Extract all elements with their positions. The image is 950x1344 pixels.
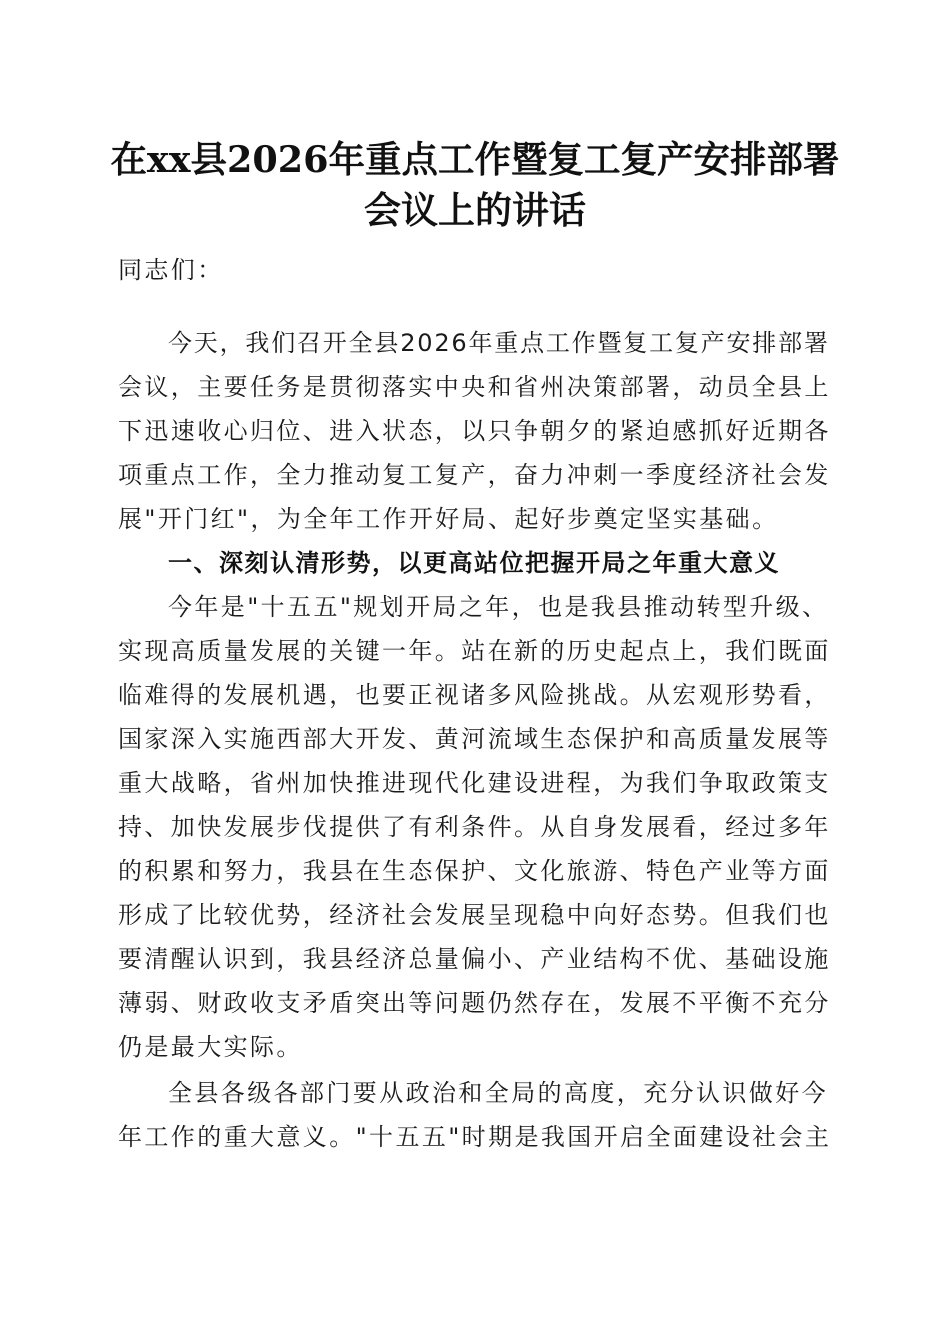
paragraph-1-line: 展"开门红"，为全年工作开好局、起好步奠定坚实基础。 — [118, 505, 779, 533]
paragraph-2-line: 国家深入实施西部大开发、黄河流域生态保护和高质量发展等 — [118, 725, 831, 753]
paragraph-2-line: 仍是最大实际。 — [118, 1033, 303, 1061]
paragraph-2-line: 重大战略，省州加快推进现代化建设进程，为我们争取政策支 — [118, 769, 831, 797]
paragraph-2-line: 实现高质量发展的关键一年。站在新的历史起点上，我们既面 — [118, 637, 831, 665]
paragraph-2-line: 薄弱、财政收支矛盾突出等问题仍然存在，发展不平衡不充分 — [118, 989, 831, 1017]
paragraph-2-line: 的积累和努力，我县在生态保护、文化旅游、特色产业等方面 — [118, 857, 831, 885]
paragraph-2-line: 要清醒认识到，我县经济总量偏小、产业结构不优、基础设施 — [118, 945, 831, 973]
paragraph-1-line: 项重点工作，全力推动复工复产，奋力冲刺一季度经济社会发 — [118, 461, 831, 489]
paragraph-3-line: 年工作的重大意义。"十五五"时期是我国开启全面建设社会主 — [118, 1123, 832, 1151]
paragraph-3-line: 全县各级各部门要从政治和全局的高度，充分认识做好今 — [168, 1079, 828, 1107]
section-heading-1: 一、深刻认清形势，以更高站位把握开局之年重大意义 — [168, 549, 780, 577]
salutation: 同志们： — [118, 256, 224, 284]
paragraph-1-line: 下迅速收心归位、进入状态，以只争朝夕的紧迫感抓好近期各 — [118, 417, 831, 445]
paragraph-2-line: 今年是"十五五"规划开局之年，也是我县推动转型升级、 — [168, 593, 829, 621]
paragraph-1-line: 今天，我们召开全县2026年重点工作暨复工复产安排部署 — [168, 329, 830, 357]
paragraph-2-line: 临难得的发展机遇，也要正视诸多风险挑战。从宏观形势看， — [118, 681, 831, 709]
paragraph-2-line: 持、加快发展步伐提供了有利条件。从自身发展看，经过多年 — [118, 813, 831, 841]
paragraph-1-line: 会议，主要任务是贯彻落实中央和省州决策部署，动员全县上 — [118, 373, 831, 401]
document-title-line-1: 在xx县2026年重点工作暨复工复产安排部署 — [110, 138, 840, 181]
document-title-line-2: 会议上的讲话 — [364, 188, 586, 232]
paragraph-2-line: 形成了比较优势，经济社会发展呈现稳中向好态势。但我们也 — [118, 901, 831, 929]
